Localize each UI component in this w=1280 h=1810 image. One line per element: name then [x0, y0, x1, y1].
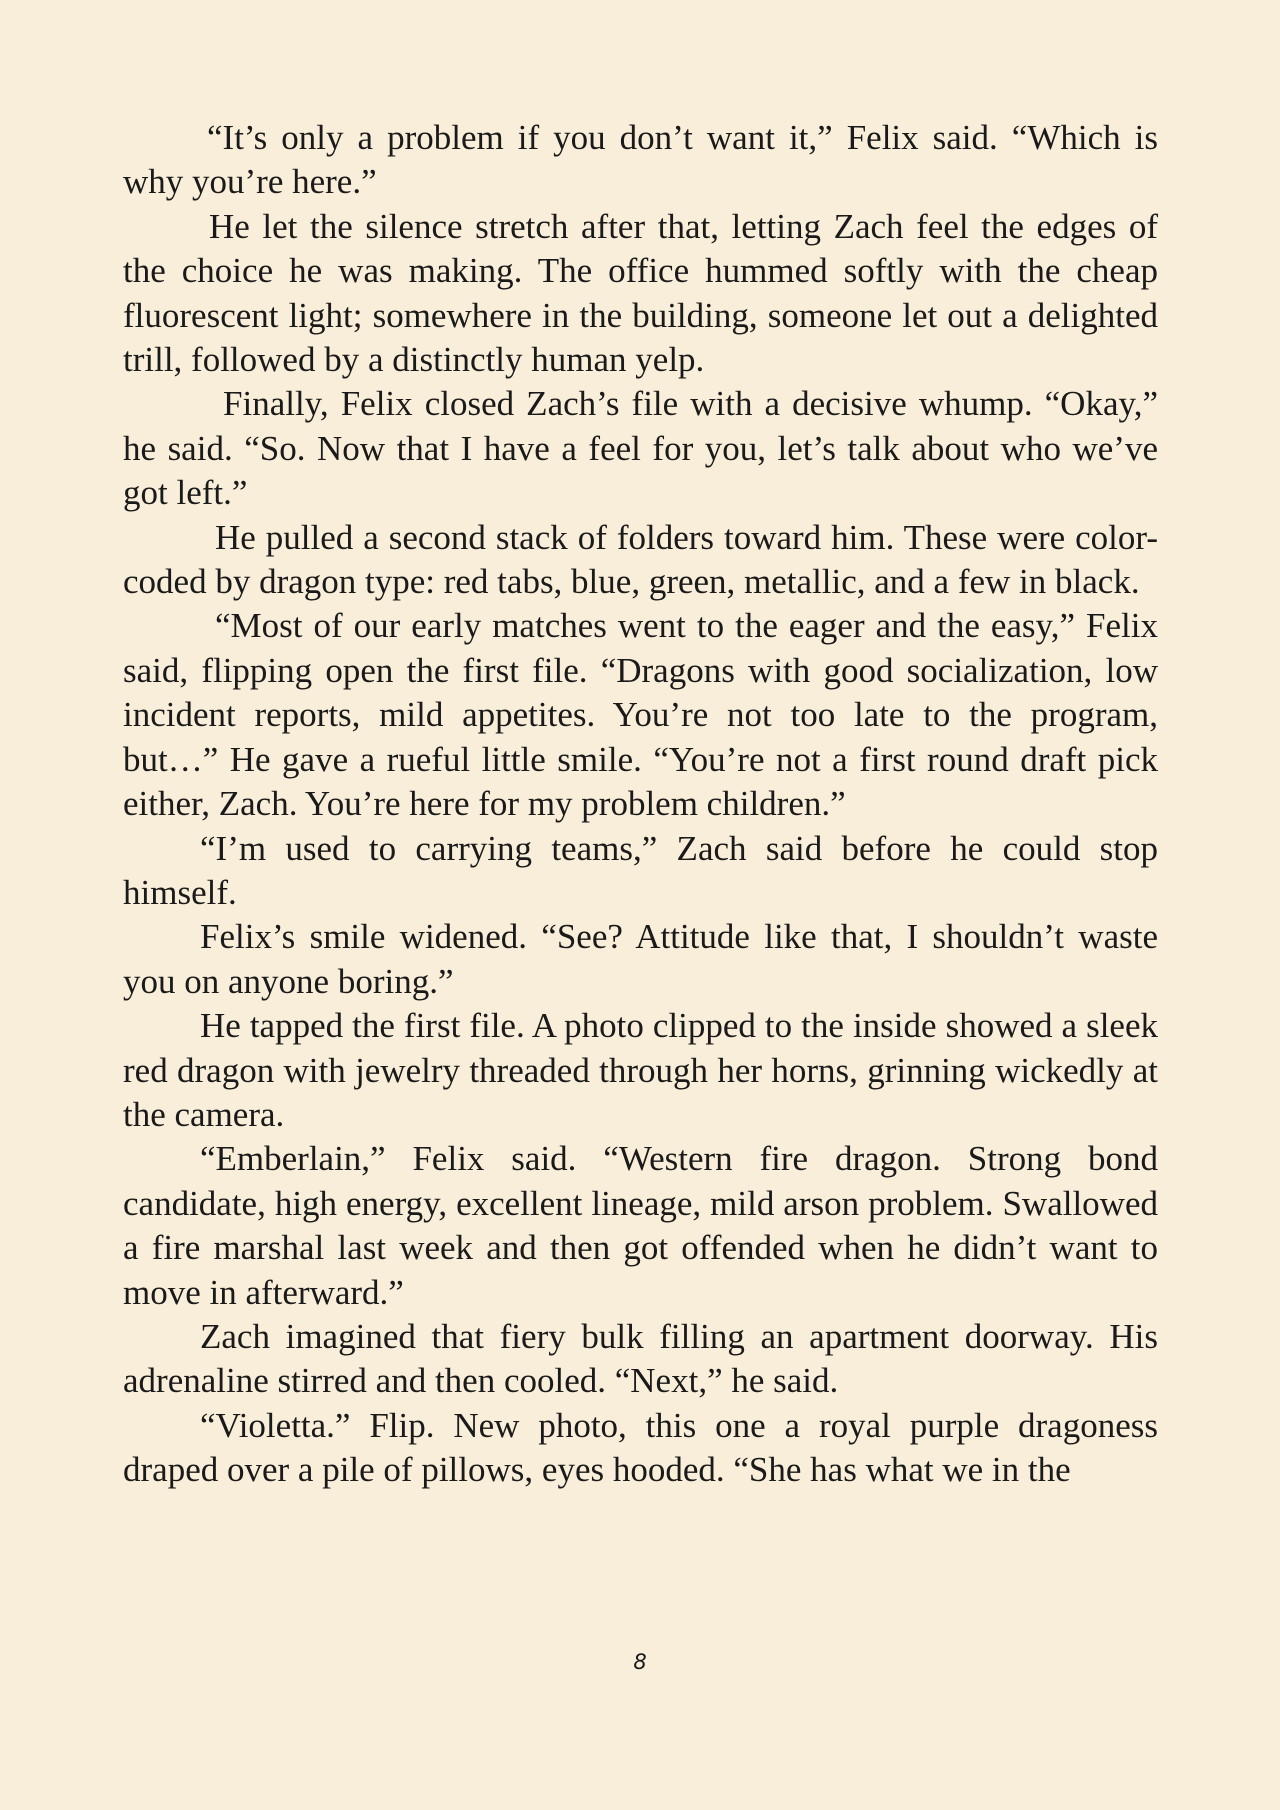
- paragraph: He tapped the first file. A photo clipped to the inside showed a sleek red dragon with jewelry threaded through her horns, grinning wickedly at the camera.: [123, 1006, 1158, 1134]
- paragraph: Felix’s smile widened. “See? Attitude like that, I shouldn’t waste you on anyone boring.”: [123, 917, 1158, 1001]
- paragraph: “It’s only a problem if you don’t want it,” Felix said. “Which is why you’re here.”: [123, 118, 1158, 202]
- paragraph: “Emberlain,” Felix said. “Western fire dragon. Strong bond candidate, high energy, excellent lineage, mild arson problem. Swallowed a fire marshal last week and then got offended when he didn’t want to move in afterward.”: [123, 1139, 1158, 1312]
- paragraph: “Violetta.” Flip. New photo, this one a royal purple dragoness draped over a pile of pillows, eyes hooded. “She has what we in the: [123, 1405, 1158, 1490]
- body-text: [123, 116, 1158, 1493]
- paragraph: “I’m used to carrying teams,” Zach said before he could stop himself.: [123, 828, 1158, 912]
- paragraph: Zach imagined that fiery bulk filling an apartment doorway. His adrenaline stirred and then cooled. “Next,” he said.: [123, 1316, 1158, 1401]
- paragraph: He pulled a second stack of folders toward him. These were color-coded by dragon type: red tabs, blue, green, metallic, and a few in black.: [123, 517, 1158, 602]
- paragraph: He let the silence stretch after that, letting Zach feel the edges of the choice he was making. The office hummed softly with the cheap fluorescent light; somewhere in the building, someone let out a delighted trill, followed by a distinctly human yelp.: [123, 206, 1158, 380]
- paragraph: Finally, Felix closed Zach’s file with a decisive whump. “Okay,” he said. “So. Now that I have a feel for you, let’s talk about who we’ve got left.”: [123, 384, 1158, 513]
- paragraph: “Most of our early matches went to the eager and the easy,” Felix said, flipping open the first file. “Dragons with good socialization, low incident reports, mild appetites. You’re not too late to the program, but…” He gave a rueful little smile. “You’re not a first round draft pick either, Zach. You’re here for my problem children.”: [123, 606, 1158, 824]
- page-number: 8: [633, 1650, 647, 1674]
